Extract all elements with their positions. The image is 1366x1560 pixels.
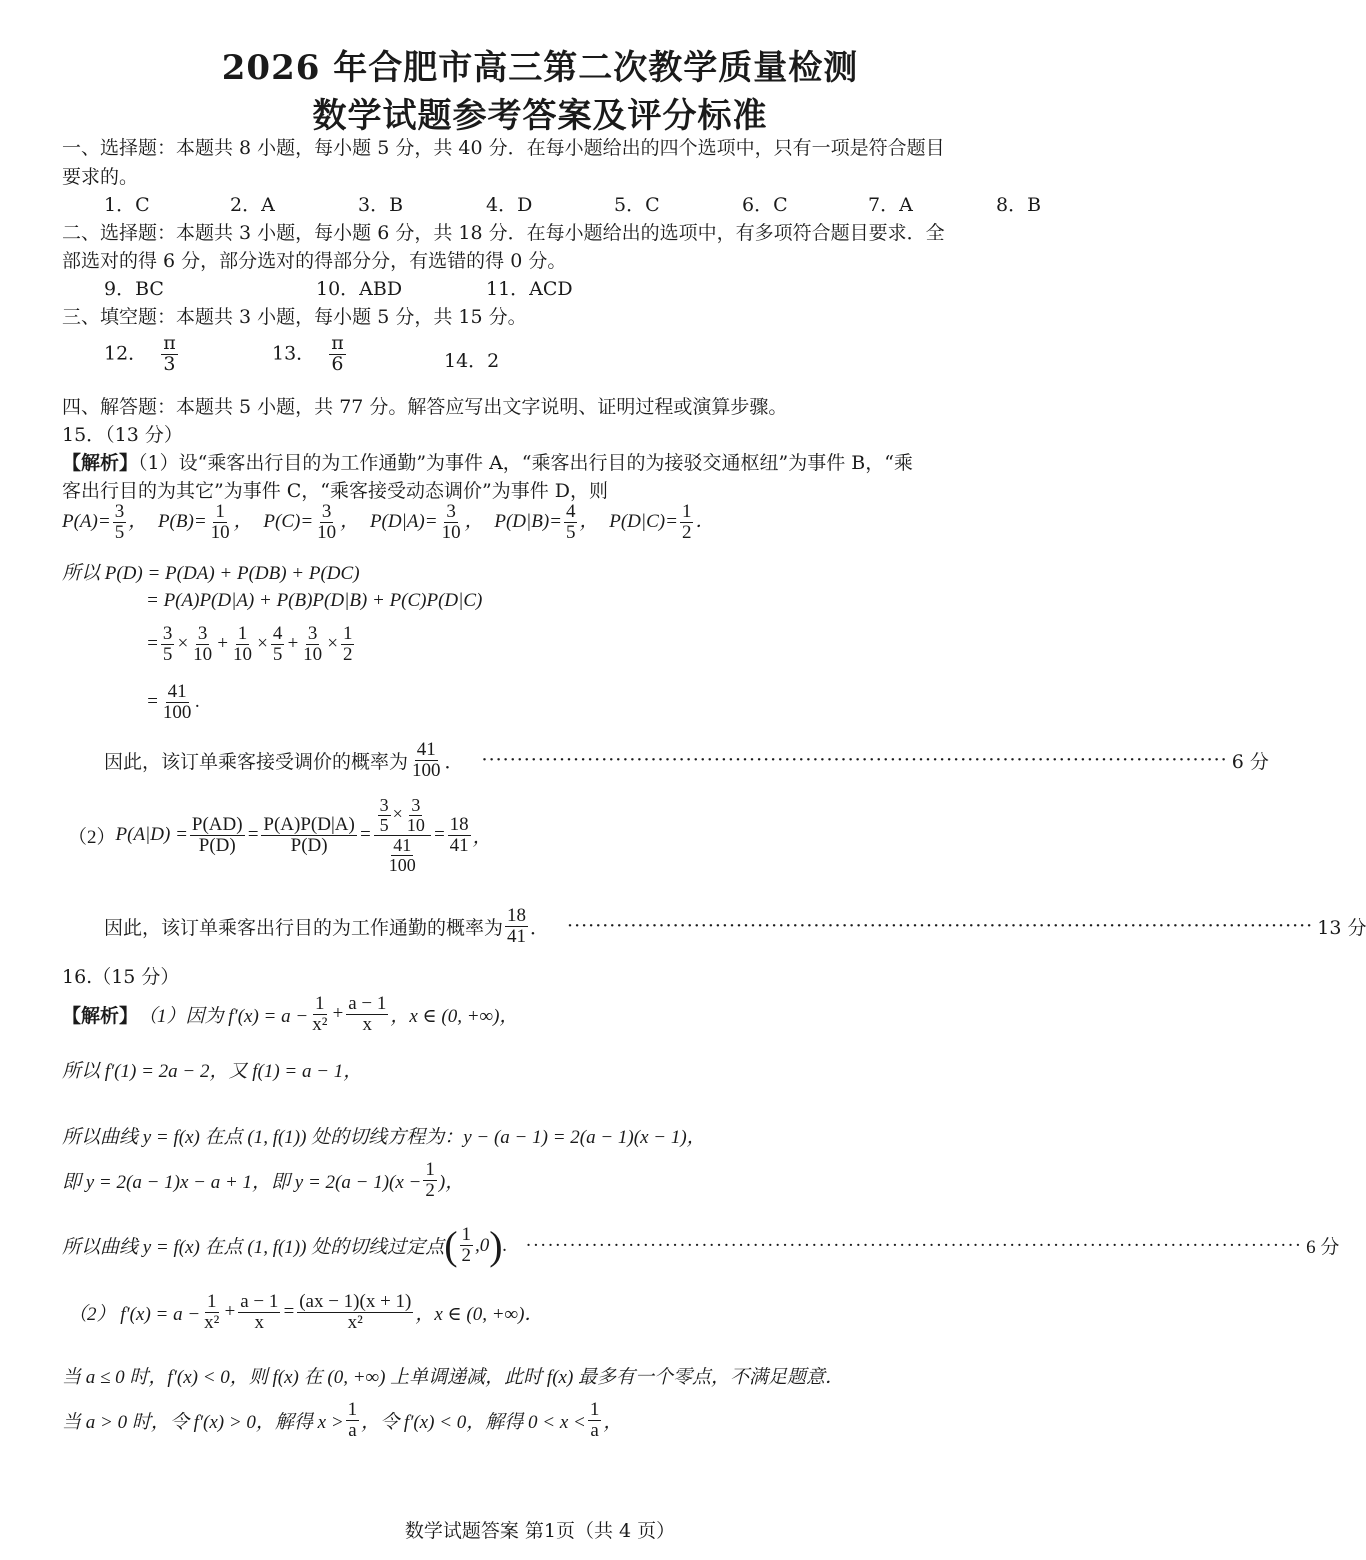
q16-tangent-simplified: 即 y = 2(a − 1)x − a + 1，即 y = 2(a − 1)(x − $\frac{1}{2}$ )， xyxy=(62,1159,465,1201)
answer-11: 11．ACD xyxy=(486,278,573,300)
answer-2: 2．A xyxy=(230,194,275,216)
answer-9: 9．BC xyxy=(104,278,164,300)
q15-conclusion-2: 因此，该订单乘客出行目的为工作通勤的概率为 18 41 ． ·········································································································· 13 分 xyxy=(104,905,1366,947)
answer-12: 12． $\frac{\pi}{3}$ xyxy=(104,332,176,375)
answer-10: 10．ABD xyxy=(316,278,403,300)
q16-case-a-positive: 当 a > 0 时，令 f′(x) > 0，解得 x > 1 a ，令 f′(x) < 0，解得 0 < x < 1 a ， xyxy=(62,1399,623,1441)
q15-eq-numeric: = $\frac{3}{5}$ × $\frac{3}{10}$ + $\frac{1}{10}$ × $\frac{4}{5}$ + $\frac{3}{10}$ × $\frac{1}{2}$ xyxy=(146,623,353,665)
q16-heading: 16.（15 分） xyxy=(62,966,180,988)
prob-d-given-c: P(D|C)= $\frac{1}{2}$ ． xyxy=(609,501,715,543)
q15-score-1: 6 分 xyxy=(1231,750,1269,773)
prob-a: P(A)= $\frac{3}{5}$ ， xyxy=(62,501,148,543)
q15-part2-eq: （2） P(A|D) = $\frac{P(AD)}{P(D)}$ = $\frac{P(A)P(D|A)}{P(D)}$ = $\frac{3}{5}$ × $\frac{3}{10}$ $\frac{41}{100}$ = $\frac{18}{41}$ ， xyxy=(68,795,492,875)
answer-3: 3．B xyxy=(358,194,404,216)
q15-intro-cont: 客出行目的为其它”为事件 C，“乘客接受动态调价”为事件 D，则 xyxy=(62,480,608,502)
answer-4: 4．D xyxy=(486,194,533,216)
q15-heading: 15．（13 分） xyxy=(62,424,183,446)
q16-score-1: 6 分 xyxy=(1306,1237,1340,1258)
section2-heading-cont: 部选对的得 6 分，部分选对的得部分分，有选错的得 0 分。 xyxy=(62,250,567,272)
q15-score-2: 13 分 xyxy=(1317,916,1366,939)
answer-7: 7．A xyxy=(868,194,913,216)
answer-5: 5．C xyxy=(614,194,660,216)
page-subtitle: 数学试题参考答案及评分标准 xyxy=(312,96,768,136)
q16-fixed-point: 所以曲线 y = f(x) 在点 (1, f(1)) 处的切线过定点 ( 1 2 ,0 ) . ·········································································································· 6 分 xyxy=(62,1223,1340,1268)
section3-heading: 三、填空题：本题共 3 小题，每小题 5 分，共 15 分。 xyxy=(62,306,527,328)
answer-6: 6．C xyxy=(742,194,788,216)
prob-b: P(B)= $\frac{1}{10}$ ， xyxy=(157,501,253,543)
answer-14: 14．2 xyxy=(444,350,500,372)
q15-eq-total: 所以 P(D) = P(DA) + P(DB) + P(DC) xyxy=(62,563,360,584)
q15-intro: 【解析】（1）设“乘客出行目的为工作通勤”为事件 A，“乘客出行目的为接驳交通枢纽”为事件 B，“乘 xyxy=(62,452,913,474)
q15-prob-list xyxy=(62,502,714,543)
section2-heading: 二、选择题：本题共 3 小题，每小题 6 分，共 18 分．在每小题给出的选项中，有多项符合题目要求．全 xyxy=(62,222,945,244)
q15-eq-result: = $\frac{41}{100}$ . xyxy=(146,681,201,723)
prob-d-given-a: P(D|A)= $\frac{3}{10}$ ， xyxy=(369,501,484,543)
q16-part2-derivative: （2） f′(x) = a − $\frac{1}{\text{x²}}$ + $\frac{a - 1}{x}$ = $\frac{(ax - 1)(x + 1)}{\text{x²}}$ ，x ∈ (0, +∞)． xyxy=(68,1291,544,1333)
q15-conclusion-1: 因此，该订单乘客接受调价的概率为 41 100 ． ·········································································································· 6 分 xyxy=(104,739,1269,781)
section4-heading: 四、解答题：本题共 5 小题，共 77 分。解答应写出文字说明、证明过程或演算步骤。 xyxy=(62,396,788,418)
answer-13: 13． $\frac{\pi}{6}$ xyxy=(272,332,344,375)
answer-8: 8．B xyxy=(996,194,1042,216)
section1-heading: 一、选择题：本题共 8 小题，每小题 5 分，共 40 分．在每小题给出的四个选项中，只有一项是符合题目 xyxy=(62,137,945,159)
q16-value-at-1: 所以 f′(1) = 2a − 2，又 f(1) = a − 1， xyxy=(62,1061,363,1082)
q15-eq-expand: = P(A)P(D|A) + P(B)P(D|B) + P(C)P(D|C) xyxy=(146,590,483,611)
prob-d-given-b: P(D|B)= $\frac{4}{5}$ ， xyxy=(494,501,599,543)
page-footer: 数学试题答案 第1页（共 4 页） xyxy=(404,1520,676,1542)
q16-derivative: 【解析】 （1）因为 f′(x) = a − $\frac{1}{\text{x²}}$ + $\frac{a - 1}{x}$ ，x ∈ (0, +∞)， xyxy=(62,993,519,1035)
q16-case-a-nonpositive: 当 a ≤ 0 时，f′(x) < 0，则 f(x) 在 (0, +∞) 上单调递减，此时 f(x) 最多有一个零点，不满足题意． xyxy=(62,1367,845,1388)
page-title: 2026 年合肥市高三第二次教学质量检测 xyxy=(221,48,859,88)
prob-c: P(C)= $\frac{3}{10}$ ， xyxy=(263,501,360,543)
q16-tangent-line: 所以曲线 y = f(x) 在点 (1, f(1)) 处的切线方程为：y − (a − 1) = 2(a − 1)(x − 1)， xyxy=(62,1127,706,1148)
answer-1: 1．C xyxy=(104,194,150,216)
section1-heading-cont: 要求的。 xyxy=(62,166,139,188)
